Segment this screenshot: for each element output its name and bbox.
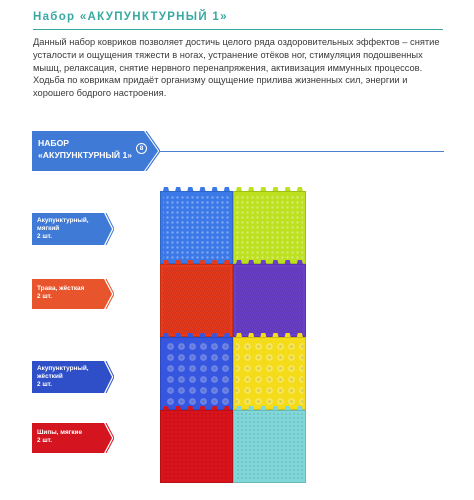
mat-tile-orange-red: [160, 260, 233, 337]
mat-edge: [161, 265, 233, 337]
mat-texture: [163, 413, 230, 480]
mat-texture: [236, 413, 303, 480]
set-count-badge: 8: [136, 143, 147, 154]
mat-tile-aqua: [233, 406, 306, 483]
mat-texture: [236, 267, 303, 334]
label-text: [37, 217, 89, 241]
mat-grid: [160, 187, 306, 483]
set-badge-line-1: НАБОР: [38, 138, 70, 148]
mat-base: [160, 406, 233, 483]
mat-texture: [163, 267, 230, 334]
set-badge-line-2: «АКУПУНКТУРНЫЙ 1»: [38, 149, 133, 160]
page-title: Набор «АКУПУНКТУРНЫЙ 1»: [33, 11, 228, 23]
mat-texture: [163, 340, 230, 407]
mat-edge: [234, 265, 306, 337]
mat-tile-lime: [233, 187, 306, 264]
description-paragraph: Данный набор ковриков позволяет достичь целого ряда оздоровительных эффектов – снятие усталости и ощущения тяжести в ногах, устранение отёков ног, стимуляция подошвенных мышц, релаксация, снятие нервного перенапряжения, активизация иммунных процессов. Ходьба по коврикам придаёт организму ощущение прилива жизненных сил, энергии и хорошего бодрого настроения.: [33, 37, 440, 99]
mat-base: [233, 333, 306, 410]
label-line: мягкий: [37, 225, 60, 232]
label-text: [37, 365, 89, 389]
label-line: 2 шт.: [37, 381, 52, 388]
header-divider: [33, 29, 443, 30]
mat-tile-royal-blue: [160, 333, 233, 410]
label-line: Трава, жёсткая: [37, 285, 85, 292]
mat-base: [233, 260, 306, 337]
mat-edge: [234, 192, 306, 264]
mat-edge: [161, 338, 233, 410]
set-badge: [32, 131, 160, 176]
label-line: Акупунктурный,: [37, 217, 89, 224]
mat-tile-blue: [160, 187, 233, 264]
label-line: 2 шт.: [37, 437, 52, 444]
set-divider-line: [160, 151, 444, 152]
mat-edge: [234, 411, 306, 483]
label-line: 2 шт.: [37, 233, 52, 240]
set-badge-label: [38, 138, 132, 161]
mat-texture: [163, 194, 230, 261]
mat-edge: [161, 411, 233, 483]
label-line: Акупунктурный,: [37, 365, 89, 372]
mat-tile-yellow: [233, 333, 306, 410]
label-line: жёсткий: [37, 373, 63, 380]
mat-texture: [236, 194, 303, 261]
label-line: 2 шт.: [37, 293, 52, 300]
mat-base: [160, 187, 233, 264]
mat-edge: [234, 338, 306, 410]
label-text: [37, 285, 84, 301]
mat-base: [160, 333, 233, 410]
mat-texture: [236, 340, 303, 407]
mat-edge: [161, 192, 233, 264]
label-line: Шипы, мягкие: [37, 429, 83, 436]
label-text: [37, 429, 82, 445]
mat-base: [233, 406, 306, 483]
mat-base: [160, 260, 233, 337]
mat-tile-red: [160, 406, 233, 483]
mat-base: [233, 187, 306, 264]
mat-tile-purple: [233, 260, 306, 337]
